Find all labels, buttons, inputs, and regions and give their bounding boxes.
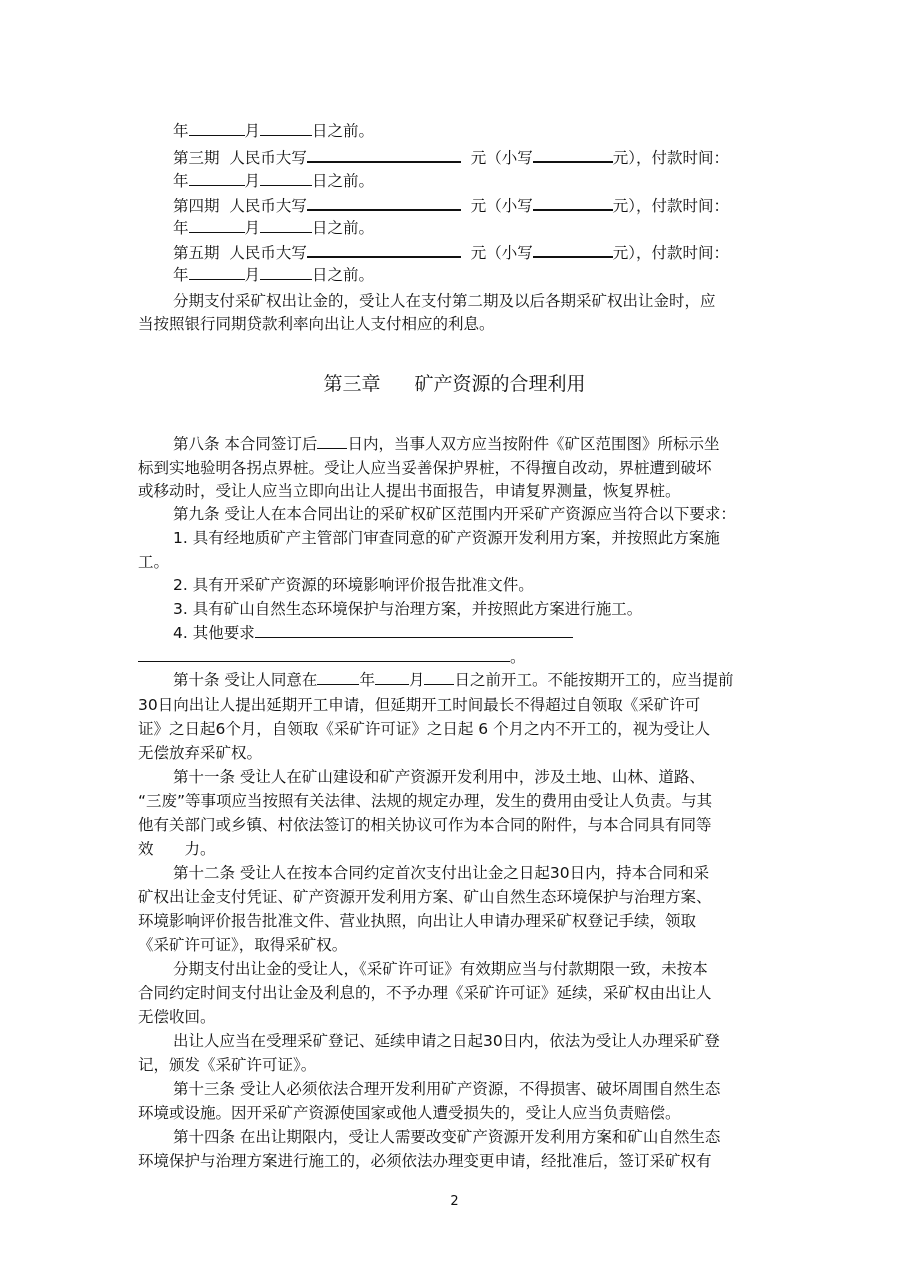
article-13-line-1: 第十三条 受让人必须依法合理开发利用矿产资源，不得损害、破坏周围自然生态: [173, 1080, 721, 1098]
article-12-line-2: 矿权出让金支付凭证、矿产资源开发利用方案、矿山自然生态环境保护与治理方案、: [138, 888, 712, 906]
interest-paragraph-line-2: 当按照银行同期贷款利率向出让人支付相应的利息。: [138, 315, 495, 333]
payment-date-line: 年 月 日之前。: [173, 219, 375, 237]
payment-phase-3: 第三期 人民币大写 元（小写 元），付款时间：: [173, 149, 730, 167]
article-9-item-1-cont: 工。: [138, 553, 170, 571]
article-10-line-4: 无偿放弃采矿权。: [138, 744, 263, 762]
article-12-p2-line-3: 无偿收回。: [138, 1008, 216, 1026]
article-10-line-2: 30日向出让人提出延期开工申请，但延期开工时间最长不得超过自领取《采矿许可: [138, 696, 701, 714]
article-12-p2-line-1: 分期支付出让金的受让人，《采矿许可证》有效期应当与付款期限一致，未按本: [173, 960, 708, 978]
article-14-line-2: 环境保护与治理方案进行施工的，必须依法办理变更申请，经批准后，签订采矿权有: [138, 1152, 712, 1170]
page-number: 2: [450, 1194, 459, 1209]
article-10-line-1: 第十条 受让人同意在 年 月 日之前开工。不能按期开工的，应当提前: [173, 671, 734, 689]
article-9-item-4-cont: 。: [138, 646, 526, 668]
article-12-p2-line-2: 合同约定时间支付出让金及利息的，不予办理《采矿许可证》延续，采矿权由出让人: [138, 984, 712, 1002]
article-14-line-1: 第十四条 在出让期限内，受让人需要改变矿产资源开发利用方案和矿山自然生态: [173, 1128, 721, 1146]
article-12-p3-line-2: 记，颁发《采矿许可证》。: [138, 1056, 317, 1074]
interest-paragraph-line-1: 分期支付采矿权出让金的，受让人在支付第二期及以后各期采矿权出让金时，应: [173, 292, 716, 310]
payment-date-line: 年 月 日之前。: [173, 172, 375, 190]
payment-phase-5: 第五期 人民币大写 元（小写 元），付款时间：: [173, 244, 730, 262]
article-8-line-1: 第八条 本合同签订后 日内，当事人双方应当按附件《矿区范围图》所标示坐: [173, 435, 720, 453]
payment-date-line: 年 月 日之前。: [173, 122, 375, 140]
payment-phase-4: 第四期 人民币大写 元（小写 元），付款时间：: [173, 197, 730, 215]
article-11-line-2: “三废”等事项应当按照有关法律、法规的规定办理，发生的费用由受让人负责。与其: [138, 792, 713, 810]
article-9-item-4: 4. 其他要求: [173, 622, 573, 644]
article-9-item-3: 3. 具有矿山自然生态环境保护与治理方案，并按照此方案进行施工。: [173, 600, 643, 618]
article-8-line-2: 标到实地验明各拐点界桩。受让人应当妥善保护界桩，不得擅自改动，界桩遭到破坏: [138, 459, 712, 477]
article-8-line-3: 或移动时，受让人应当立即向出让人提出书面报告，申请复界测量，恢复界桩。: [138, 482, 681, 500]
chapter-heading: 矿产资源的合理利用: [414, 373, 586, 395]
article-12-line-1: 第十二条 受让人在按本合同约定首次支付出让金之日起30日内，持本合同和采: [173, 864, 710, 882]
article-10-line-3: 证》之日起6个月，自领取《采矿许可证》之日起 6 个月之内不开工的，视为受让人: [138, 720, 711, 738]
article-9-item-1: 1. 具有经地质矿产主管部门审查同意的矿产资源开发利用方案，并按照此方案施: [173, 529, 720, 547]
article-13-line-2: 环境或设施。因开采矿产资源使国家或他人遭受损失的，受让人应当负责赔偿。: [138, 1104, 681, 1122]
article-11-line-4: 效 力。: [138, 840, 216, 858]
chapter-number: 第三章: [323, 373, 381, 395]
article-12-line-4: 《采矿许可证》，取得采矿权。: [138, 936, 348, 954]
article-11-line-3: 他有关部门或乡镇、村依法签订的相关协议可作为本合同的附件，与本合同具有同等: [138, 816, 712, 834]
article-12-p3-line-1: 出让人应当在受理采矿登记、延续申请之日起30日内，依法为受让人办理采矿登: [173, 1032, 720, 1050]
chapter-title: [0, 372, 909, 396]
article-12-line-3: 环境影响评价报告批准文件、营业执照，向出让人申请办理采矿权登记手续，领取: [138, 912, 697, 930]
article-9-item-2: 2. 具有开采矿产资源的环境影响评价报告批准文件。: [173, 576, 534, 594]
article-11-line-1: 第十一条 受让人在矿山建设和矿产资源开发利用中，涉及土地、山林、道路、: [173, 768, 705, 786]
payment-date-line: 年 月 日之前。: [173, 266, 375, 284]
article-9-line-1: 第九条 受让人在本合同出让的采矿权矿区范围内开采矿产资源应当符合以下要求：: [173, 505, 736, 523]
